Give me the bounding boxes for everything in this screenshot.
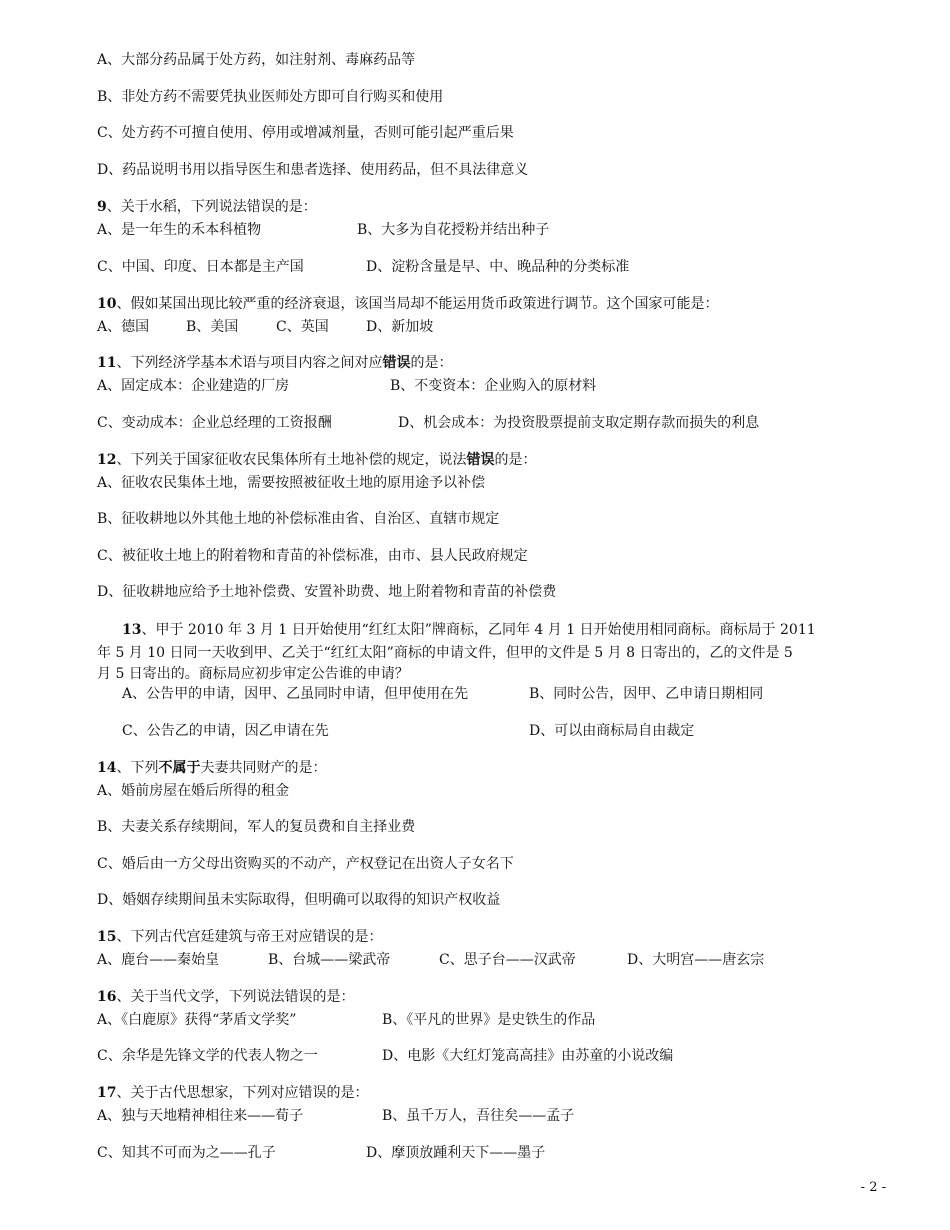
question-15-option-a: A、鹿台——秦始皇	[97, 952, 220, 968]
question-17-stem	[97, 1083, 368, 1103]
question-15-stem	[97, 927, 382, 947]
question-number: 14	[97, 760, 117, 776]
question-11-stem	[97, 353, 452, 373]
question-14-stem	[97, 758, 326, 778]
question-9-option-a: A、是一年生的禾本科植物	[97, 222, 262, 238]
question-12-option-a: A、征收农民集体土地，需要按照被征收土地的原用途予以补偿	[97, 475, 486, 491]
question-number: 9	[97, 199, 107, 215]
question-13-stem-line-3: 月 5 日寄出的。商标局应初步审定公告谁的申请？	[97, 666, 409, 682]
question-text: 、甲于 2010 年 3 月 1 日开始使用“红红太阳”牌商标，乙同年 4 月 1 日开始使用相同商标。商标局于 2011	[141, 622, 816, 638]
question-number: 12	[97, 452, 117, 468]
question-number: 16	[97, 989, 117, 1005]
question-10-stem	[97, 294, 718, 314]
question-13-option-d: D、可以由商标局自由裁定	[529, 723, 695, 739]
question-10-option-a: A、德国	[97, 319, 150, 335]
question-13-stem-line-2: 年 5 月 10 日同一天收到甲、乙关于“红红太阳”商标的申请文件，但甲的文件是 5 月 8 日寄出的，乙的文件是 5	[97, 645, 793, 661]
question-14-option-d: D、婚姻存续期间虽未实际取得，但明确可以取得的知识产权收益	[97, 892, 501, 908]
question-15-option-d: D、大明宫——唐玄宗	[627, 952, 765, 968]
question-text-end: 的是：	[494, 452, 537, 468]
question-10-option-d: D、新加坡	[366, 319, 434, 335]
question-9-option-d: D、淀粉含量是早、中、晚品种的分类标准	[366, 259, 630, 275]
question-13-option-c: C、公告乙的申请，因乙申请在先	[122, 723, 329, 739]
question-14-option-a: A、婚前房屋在婚后所得的租金	[97, 783, 290, 799]
question-10-option-b: B、美国	[186, 319, 239, 335]
question-17-option-d: D、摩顶放踵利天下——墨子	[366, 1145, 546, 1161]
question-15-option-c: C、思子台——汉武帝	[439, 952, 576, 968]
question-number: 15	[97, 929, 117, 945]
question-12-option-b: B、征收耕地以外其他土地的补偿标准由省、自治区、直辖市规定	[97, 511, 500, 527]
question-text: 、假如某国出现比较严重的经济衰退，该国当局却不能运用货币政策进行调节。这个国家可能是：	[116, 296, 719, 312]
emphasis-text: 错误	[466, 452, 495, 468]
question-text: 、下列经济学基本术语与项目内容之间对应	[116, 355, 383, 371]
question-9-stem	[97, 197, 317, 217]
question-text: 、关于古代思想家，下列对应错误的是：	[116, 1085, 369, 1101]
question-9-option-b: B、大多为自花授粉并结出种子	[357, 222, 550, 238]
question-17-option-b: B、虽千万人，吾往矣——孟子	[382, 1108, 575, 1124]
question-text: 、下列	[116, 760, 159, 776]
question-9-option-c: C、中国、印度、日本都是主产国	[97, 259, 304, 275]
question-11-option-b: B、不变资本：企业购入的原材料	[390, 378, 597, 394]
question-13-stem-line-1	[122, 620, 816, 640]
question-15-option-b: B、台城——梁武帝	[268, 952, 391, 968]
question-14-option-c: C、婚后由一方父母出资购买的不动产，产权登记在出资人子女名下	[97, 856, 514, 872]
question-text: 、关于水稻，下列说法错误的是：	[106, 199, 317, 215]
question-text-end: 的是：	[410, 355, 453, 371]
question-16-option-b: B、《平凡的世界》是史铁生的作品	[382, 1012, 596, 1028]
question-13-option-b: B、同时公告，因甲、乙申请日期相同	[529, 686, 764, 702]
prev-option-c: C、处方药不可擅自使用、停用或增减剂量，否则可能引起严重后果	[97, 125, 514, 141]
prev-option-b: B、非处方药不需要凭执业医师处方即可自行购买和使用	[97, 89, 444, 105]
prev-option-d: D、药品说明书用以指导医生和患者选择、使用药品，但不具法律意义	[97, 162, 529, 178]
question-10-option-c: C、英国	[276, 319, 329, 335]
question-text: 、下列关于国家征收农民集体所有土地补偿的规定，说法	[116, 452, 467, 468]
question-11-option-c: C、变动成本：企业总经理的工资报酬	[97, 415, 332, 431]
question-11-option-a: A、固定成本：企业建造的厂房	[97, 378, 290, 394]
question-13-option-a: A、公告甲的申请，因甲、乙虽同时申请，但甲使用在先	[122, 686, 469, 702]
question-number: 17	[97, 1085, 117, 1101]
question-text-end: 夫妻共同财产的是：	[200, 760, 327, 776]
emphasis-text: 不属于	[158, 760, 201, 776]
page-number: - 2 -	[860, 1180, 886, 1195]
prev-option-a: A、大部分药品属于处方药，如注射剂、毒麻药品等	[97, 52, 416, 68]
question-text: 、下列古代宫廷建筑与帝王对应错误的是：	[116, 929, 383, 945]
question-17-option-c: C、知其不可而为之——孔子	[97, 1145, 276, 1161]
question-14-option-b: B、夫妻关系存续期间，军人的复员费和自主择业费	[97, 819, 416, 835]
question-17-option-a: A、独与天地精神相往来——荀子	[97, 1108, 304, 1124]
question-text: 、关于当代文学，下列说法错误的是：	[116, 989, 355, 1005]
emphasis-text: 错误	[382, 355, 411, 371]
question-number: 10	[97, 296, 117, 312]
question-12-stem	[97, 450, 536, 470]
question-12-option-d: D、征收耕地应给予土地补偿费、安置补助费、地上附着物和青苗的补偿费	[97, 584, 557, 600]
question-16-stem	[97, 987, 354, 1007]
question-16-option-a: A、《白鹿原》获得“茅盾文学奖”	[97, 1012, 297, 1028]
question-number: 13	[122, 622, 142, 638]
question-16-option-c: C、余华是先锋文学的代表人物之一	[97, 1048, 318, 1064]
question-number: 11	[97, 355, 117, 371]
question-16-option-d: D、电影《大红灯笼高高挂》由苏童的小说改编	[382, 1048, 674, 1064]
question-12-option-c: C、被征收土地上的附着物和青苗的补偿标准，由市、县人民政府规定	[97, 548, 528, 564]
question-11-option-d: D、机会成本：为投资股票提前支取定期存款而损失的利息	[398, 415, 760, 431]
